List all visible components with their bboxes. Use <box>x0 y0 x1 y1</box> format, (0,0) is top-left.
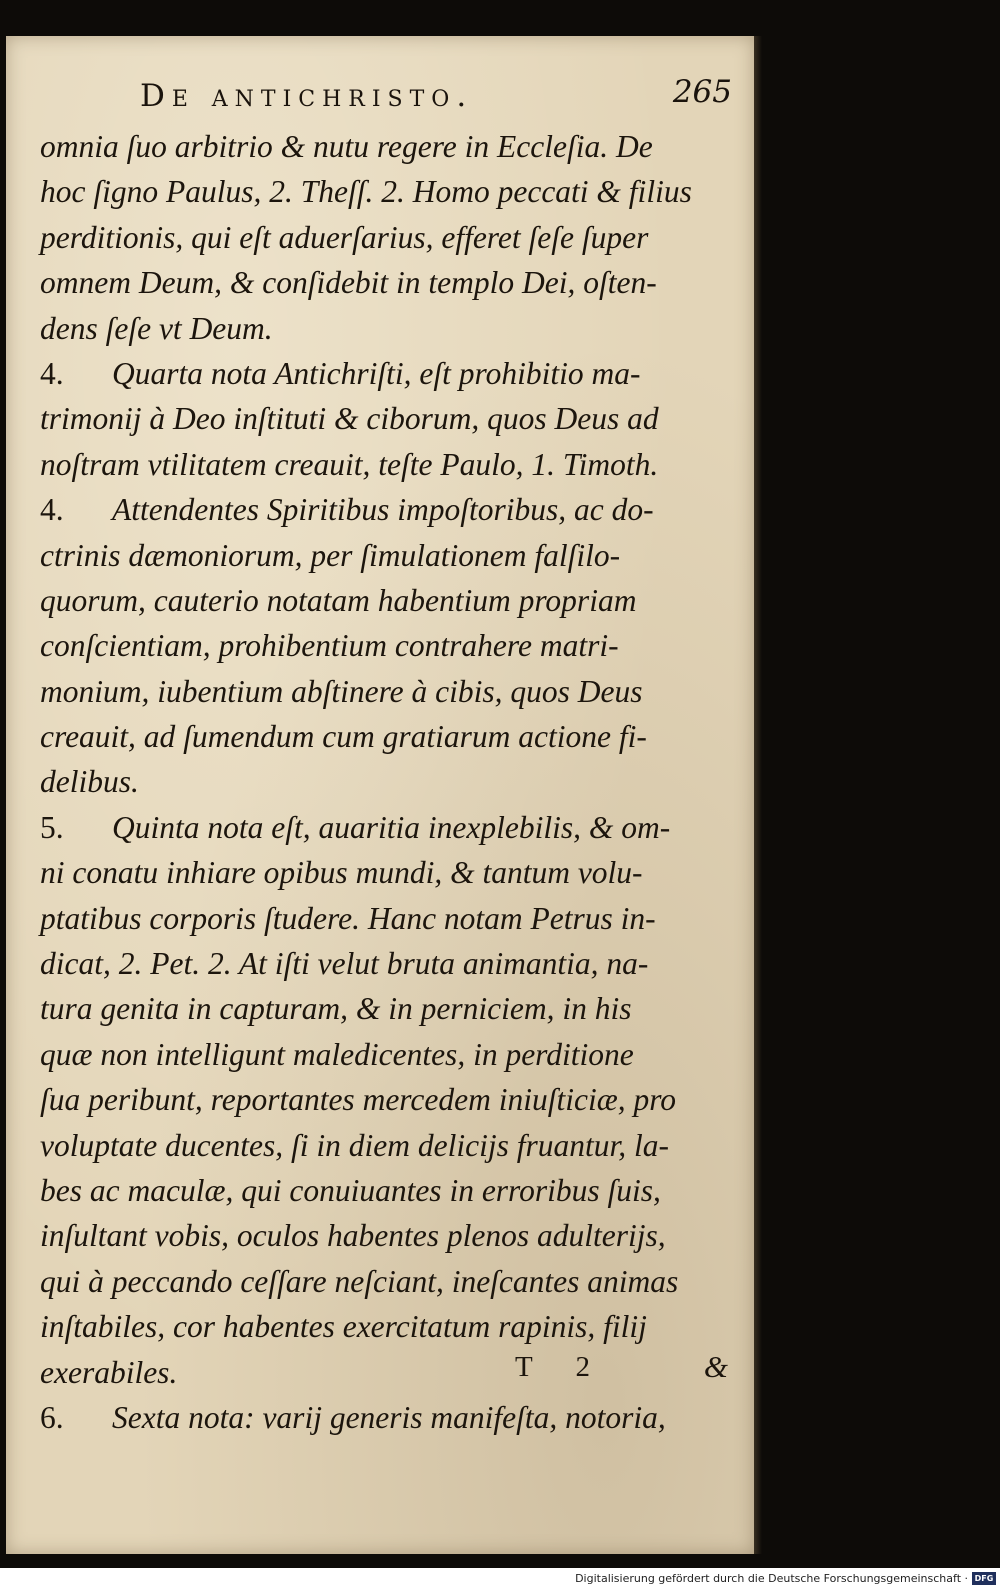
line-text: Sexta nota: varij generis manifeſta, notoria, <box>112 1399 666 1435</box>
running-head-title: De antichristo. <box>140 78 474 114</box>
line-text: dens ſeſe vt Deum. <box>40 310 273 346</box>
line-text: Quarta nota Antichriſti, eſt prohibitio ma- <box>112 355 641 391</box>
line-text: Quinta nota eſt, auaritia inexplebilis, & om- <box>112 809 671 845</box>
text-line <box>40 1213 730 1258</box>
text-line <box>40 714 730 759</box>
credit-bar <box>0 1568 1000 1590</box>
body-text <box>40 124 730 1440</box>
text-line <box>40 124 730 169</box>
text-line <box>40 1304 730 1349</box>
text-line <box>40 941 730 986</box>
line-text: perditionis, qui eſt aduerſarius, efferet ſeſe ſuper <box>40 219 649 255</box>
text-line <box>40 1259 730 1304</box>
line-text: hoc ſigno Paulus, 2. Theſſ. 2. Homo peccati & filius <box>40 174 692 210</box>
line-text: ctrinis dæmoniorum, per ſimulationem falſilo- <box>40 537 621 573</box>
line-text: tura genita in capturam, & in perniciem, in his <box>40 991 632 1027</box>
text-line <box>40 306 730 351</box>
text-line <box>40 442 730 487</box>
text-line <box>40 1077 730 1122</box>
text-line <box>40 578 730 623</box>
line-text: inſtabiles, cor habentes exercitatum rapinis, filij <box>40 1309 647 1345</box>
page-number: 265 <box>672 74 732 110</box>
digitization-credit: Digitalisierung gefördert durch die Deutsche Forschungsgemeinschaft · <box>575 1572 968 1585</box>
text-line <box>40 215 730 260</box>
text-line <box>40 351 730 396</box>
text-line <box>40 1395 730 1440</box>
line-text: voluptate ducentes, ſi in diem delicijs fruantur, la- <box>40 1127 670 1163</box>
section-number: 5. <box>40 809 64 845</box>
page-edge-shadow <box>754 36 762 1554</box>
line-text: Attendentes Spiritibus impoſtoribus, ac do- <box>112 492 654 528</box>
text-line <box>40 669 730 714</box>
text-line <box>40 623 730 668</box>
section-number: 4. <box>40 355 64 391</box>
text-line <box>40 396 730 441</box>
line-text: monium, iubentium abſtinere à cibis, quos Deus <box>40 673 643 709</box>
text-line <box>40 896 730 941</box>
line-text: delibus. <box>40 764 139 800</box>
text-line <box>40 169 730 214</box>
running-head <box>140 76 740 120</box>
line-text: omnia ſuo arbitrio & nutu regere in Eccleſia. De <box>40 129 653 164</box>
section-number: 4. <box>40 492 64 528</box>
line-text: ptatibus corporis ſtudere. Hanc notam Petrus in- <box>40 900 656 936</box>
text-line <box>40 850 730 895</box>
line-text: creauit, ad ſumendum cum gratiarum actione fi- <box>40 719 647 755</box>
dfg-logo: DFG <box>972 1572 996 1585</box>
text-line <box>40 1168 730 1213</box>
text-line <box>40 759 730 804</box>
line-text: ſua peribunt, reportantes mercedem iniuſticiæ, pro <box>40 1082 677 1118</box>
text-line <box>40 805 730 850</box>
line-text: exerabiles. <box>40 1354 178 1390</box>
catchword: & <box>703 1349 728 1384</box>
text-line <box>40 1032 730 1077</box>
text-line <box>40 1123 730 1168</box>
line-text: dicat, 2. Pet. 2. At iſti velut bruta animantia, na- <box>40 946 649 982</box>
line-text: quæ non intelligunt maledicentes, in perditione <box>40 1036 634 1072</box>
line-text: trimonij à Deo inſtituti & ciborum, quos Deus ad <box>40 401 659 437</box>
page-footer <box>40 1351 730 1397</box>
line-text: conſcientiam, prohibentium contrahere matri- <box>40 628 619 664</box>
text-line <box>40 487 730 532</box>
text-line <box>40 986 730 1031</box>
signature-mark: T 2 <box>515 1351 608 1383</box>
line-text: ni conatu inhiare opibus mundi, & tantum volu- <box>40 855 643 891</box>
line-text: bes ac maculæ, qui conuiuantes in erroribus ſuis, <box>40 1172 661 1208</box>
line-text: noſtram vtilitatem creauit, teſte Paulo, 1. Timoth. <box>40 446 659 482</box>
line-text: quorum, cauterio notatam habentium propriam <box>40 582 637 618</box>
book-page <box>6 36 754 1554</box>
line-text: inſultant vobis, oculos habentes plenos adulterijs, <box>40 1218 666 1254</box>
section-number: 6. <box>40 1399 64 1435</box>
text-line <box>40 260 730 305</box>
line-text: omnem Deum, & conſidebit in templo Dei, oſten- <box>40 265 657 301</box>
line-text: qui à peccando ceſſare neſciant, ineſcantes animas <box>40 1263 679 1299</box>
text-line <box>40 533 730 578</box>
